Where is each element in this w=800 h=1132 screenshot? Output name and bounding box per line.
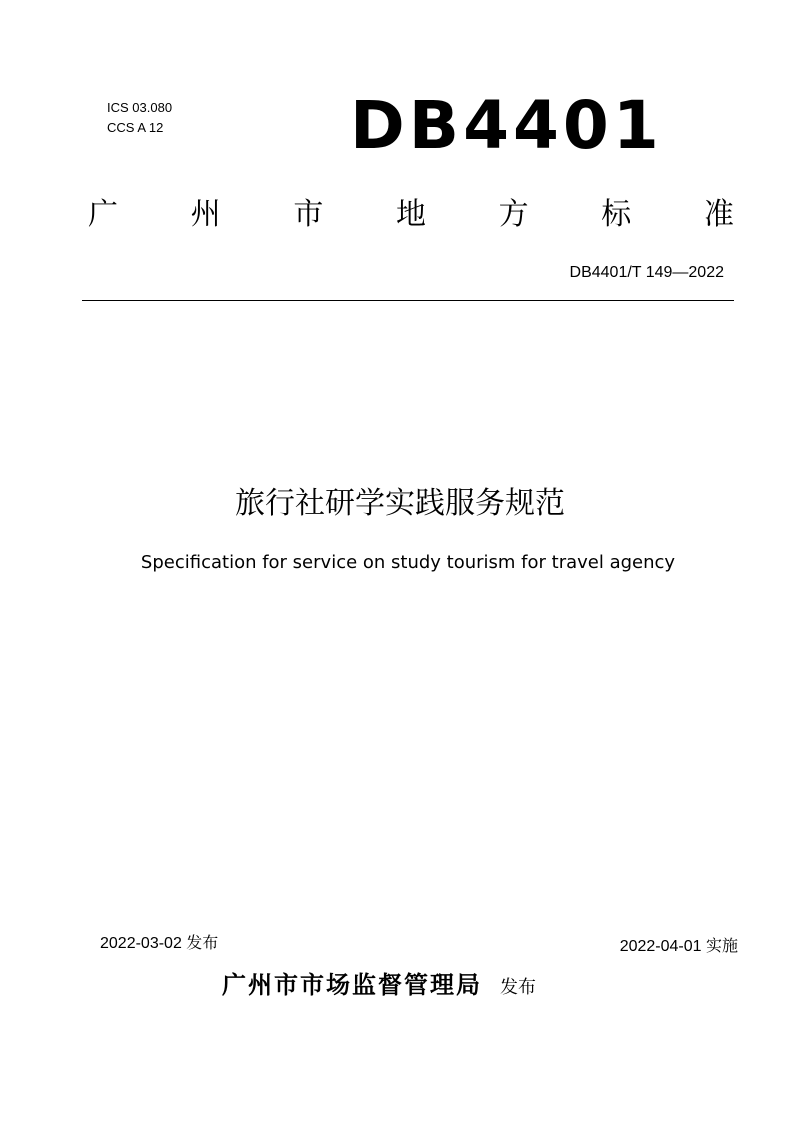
title-char: 广 — [88, 197, 118, 232]
ccs-code: CCS A 12 — [107, 120, 164, 135]
implementation-date: 2022-04-01 实施 — [619, 938, 738, 955]
issuer-line — [222, 968, 536, 1005]
title-char: 方 — [498, 197, 529, 232]
title-char: 标 — [601, 197, 632, 232]
issue-date: 2022-03-02 发布 — [100, 935, 219, 952]
title-char: 市 — [293, 197, 324, 232]
issuer-suffix: 发布 — [500, 977, 536, 998]
title-char: 准 — [703, 197, 734, 232]
ics-code: ICS 03.080 — [107, 100, 173, 115]
standard-category-title — [88, 192, 734, 238]
header-divider — [82, 300, 734, 301]
document-number: DB4401/T 149—2022 — [569, 264, 724, 281]
standard-code: DB4401 — [350, 87, 663, 164]
issuer-name: 广州市市场监督管理局 — [222, 971, 482, 999]
title-char: 州 — [190, 197, 221, 232]
document-title-english: Specification for service on study tourism for travel agency — [140, 552, 676, 573]
title-char: 地 — [395, 197, 426, 232]
document-title-chinese: 旅行社研学实践服务规范 — [235, 486, 565, 521]
